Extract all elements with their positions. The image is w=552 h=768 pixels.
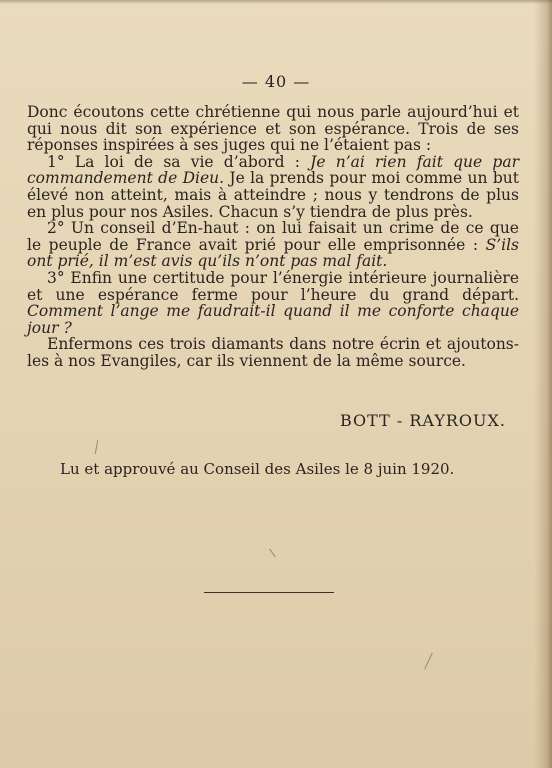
point-1-text: 1° La loi de sa vie d’abord : [47,152,311,171]
page-right-edge [534,0,552,768]
point-1-comment: Je la prends pour moi comme un but élevé non atteint, mais à atteindre ; nous y tendrons de plus en plus pour nos Asiles. Chacun s’y tiendra de plus près. [27,169,519,221]
paragraph-point-2 [27,220,519,270]
point-2-text: 2° Un conseil d’En-haut : on lui faisait un crime de ce que le peuple de France avait prié pour elle emprisonnée : [27,219,519,254]
signature: BOTT - RAYROUX. [339,411,506,430]
page-number: — 40 — [241,72,311,91]
paragraph-conclusion: Enfermons ces trois diamants dans notre écrin et ajoutons-les à nos Evangiles, car ils viennent de la même source. [27,335,519,370]
paragraph-point-1 [27,154,519,220]
point-1-quote: Je n’ai rien fait que par commandement de Dieu. [27,152,519,188]
paper-mark [95,440,98,454]
paragraph-point-3 [27,270,519,336]
paper-mark [269,549,276,558]
closing-rule [204,592,334,593]
body-text [27,104,519,370]
point-3-quote: Comment l’ange me faudrait-il quand il me conforte chaque jour ? [27,302,519,337]
point-3-text: 3° Enfin une certitude pour l’énergie intérieure journalière et une espérance ferme pour l’heure du grand départ. [27,268,519,304]
paper-mark [424,653,433,670]
point-2-quote: S’ils ont prié, il m’est avis qu’ils n’ont pas mal fait. [27,235,519,271]
paragraph-intro: Donc écoutons cette chrétienne qui nous parle aujourd’hui et qui nous dit son expérience et son espérance. Trois de ses réponses inspirées à ses juges qui ne l’étaient pas : [27,103,519,155]
page-top-edge [0,0,552,4]
approval-note: Lu et approuvé au Conseil des Asiles le 8 juin 1920. [60,460,455,478]
